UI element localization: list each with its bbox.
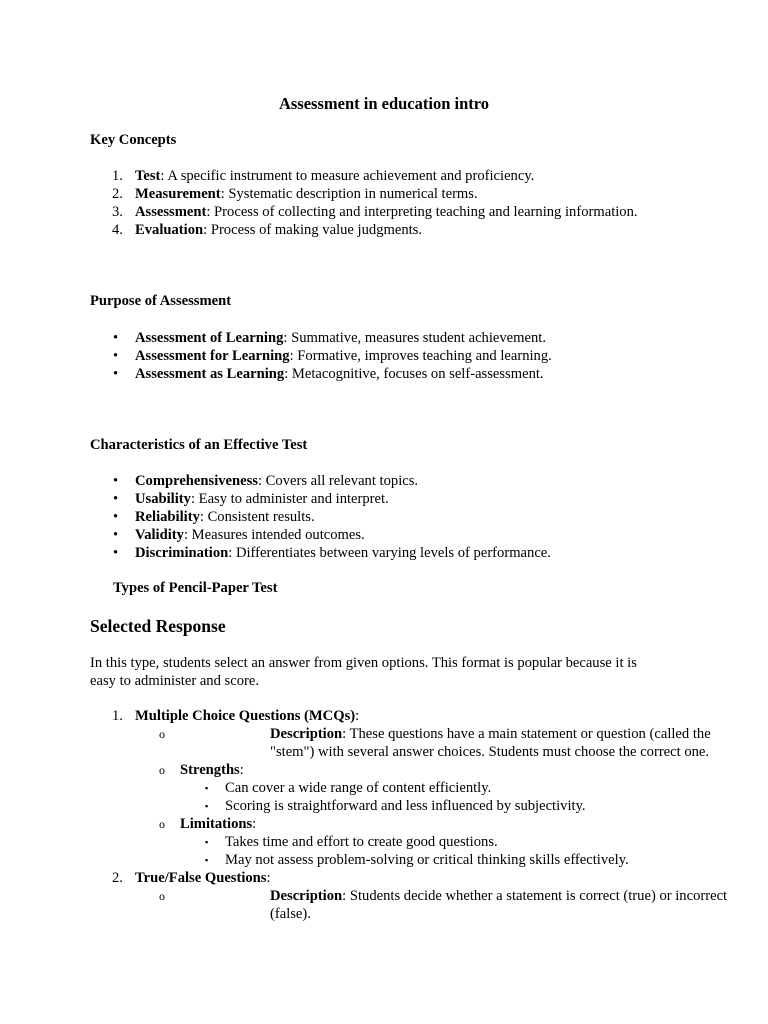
sub-sub-list-item: [90, 833, 680, 851]
term: True/False Questions: [135, 870, 267, 886]
term: Description: [270, 888, 343, 904]
list-item: [90, 347, 680, 365]
definition: : Measures intended outcomes.: [183, 527, 365, 543]
term: Multiple Choice Questions (MCQs): [135, 708, 356, 724]
list-item: [90, 365, 680, 383]
strength-text: Scoring is straightforward and less influenced by subjectivity.: [225, 798, 586, 814]
list-item: [90, 203, 680, 221]
bullet-icon: •: [113, 509, 119, 525]
square-bullet-icon: ▪: [205, 783, 209, 793]
definition: : Covers all relevant topics.: [257, 473, 419, 489]
term: Measurement: [135, 186, 221, 202]
square-bullet-icon: ▪: [205, 855, 209, 865]
purpose-list: [90, 329, 680, 383]
selected-response-list: [90, 707, 728, 923]
sub-sub-list-item: [90, 851, 680, 869]
key-concepts-list: [90, 167, 680, 239]
term: Comprehensiveness: [135, 473, 258, 489]
bullet-icon: •: [113, 473, 119, 489]
list-number: 1.: [112, 708, 123, 724]
circle-bullet-icon: o: [159, 889, 165, 903]
definition: : Summative, measures student achievement.: [283, 330, 546, 346]
term: Reliability: [135, 509, 200, 525]
sub-list-item: [90, 761, 680, 779]
term: Assessment of Learning: [135, 330, 284, 346]
term: Validity: [135, 527, 184, 543]
definition: : Process of collecting and interpreting teaching and learning information.: [206, 204, 638, 220]
definition: : Consistent results.: [199, 509, 315, 525]
definition: : Process of making value judgments.: [203, 222, 422, 238]
document-title: Assessment in education intro: [278, 94, 490, 113]
characteristics-heading: Characteristics of an Effective Test: [90, 437, 308, 453]
list-item: [90, 185, 680, 203]
list-number: 2.: [112, 870, 123, 886]
term: Assessment: [135, 204, 207, 220]
definition: : Formative, improves teaching and learning.: [289, 348, 552, 364]
types-heading: Types of Pencil-Paper Test: [113, 580, 278, 596]
term: Description: [270, 726, 343, 742]
list-item: [90, 167, 680, 185]
term: Limitations: [180, 816, 253, 832]
term: Usability: [135, 491, 191, 507]
term: Discrimination: [135, 545, 229, 561]
sub-list-item: [90, 725, 711, 761]
bullet-icon: •: [113, 527, 119, 543]
list-number: 3.: [112, 204, 123, 220]
definition: : Differentiates between varying levels of performance.: [228, 545, 551, 561]
list-item: [90, 329, 680, 347]
sub-sub-list-item: [90, 797, 680, 815]
list-number: 4.: [112, 222, 123, 238]
square-bullet-icon: ▪: [205, 837, 209, 847]
bullet-icon: •: [113, 545, 119, 561]
strength-text: Can cover a wide range of content efficiently.: [225, 780, 492, 796]
definition: : Easy to administer and interpret.: [190, 491, 389, 507]
sub-list-item: [90, 815, 680, 833]
definition: : Metacognitive, focuses on self-assessment.: [284, 366, 544, 382]
term: Assessment for Learning: [135, 348, 290, 364]
definition: : Systematic description in numerical terms.: [220, 186, 478, 202]
list-item: [90, 544, 680, 562]
colon: :: [266, 870, 271, 886]
limitation-text: May not assess problem-solving or critical thinking skills effectively.: [225, 852, 629, 868]
term: Strengths: [180, 762, 240, 778]
definition: : These questions have a main statement or question (called the "stem") with several answer choices. Students must choose the correct one.: [270, 726, 711, 760]
list-number: 2.: [112, 186, 123, 202]
definition: : A specific instrument to measure achievement and proficiency.: [160, 168, 535, 184]
limitation-text: Takes time and effort to create good questions.: [225, 834, 498, 850]
purpose-heading: Purpose of Assessment: [90, 293, 232, 309]
list-item: [90, 221, 680, 239]
term: Test: [135, 168, 161, 184]
selected-response-heading: Selected Response: [90, 616, 226, 636]
bullet-icon: •: [113, 348, 119, 364]
circle-bullet-icon: o: [159, 817, 165, 831]
list-item: [90, 526, 680, 544]
sub-list-item: [90, 887, 728, 923]
list-item: [90, 707, 680, 725]
list-item: [90, 508, 680, 526]
list-number: 1.: [112, 168, 123, 184]
bullet-icon: •: [113, 366, 119, 382]
colon: :: [239, 762, 244, 778]
colon: :: [252, 816, 257, 832]
bullet-icon: •: [113, 491, 119, 507]
list-item: [90, 490, 680, 508]
colon: :: [355, 708, 360, 724]
sub-sub-list-item: [90, 779, 680, 797]
bullet-icon: •: [113, 330, 119, 346]
circle-bullet-icon: o: [159, 727, 165, 741]
circle-bullet-icon: o: [159, 763, 165, 777]
key-concepts-heading: Key Concepts: [90, 132, 177, 148]
characteristics-list: [90, 472, 680, 562]
term: Evaluation: [135, 222, 204, 238]
square-bullet-icon: ▪: [205, 801, 209, 811]
intro-paragraph: In this type, students select an answer from given options. This format is popular because it is easy to administer and score.: [90, 655, 637, 689]
selected-response-intro: [90, 654, 680, 690]
term: Assessment as Learning: [135, 366, 285, 382]
list-item: [90, 472, 680, 490]
definition: : Students decide whether a statement is correct (true) or incorrect (false).: [270, 888, 728, 922]
list-item: [90, 869, 680, 887]
